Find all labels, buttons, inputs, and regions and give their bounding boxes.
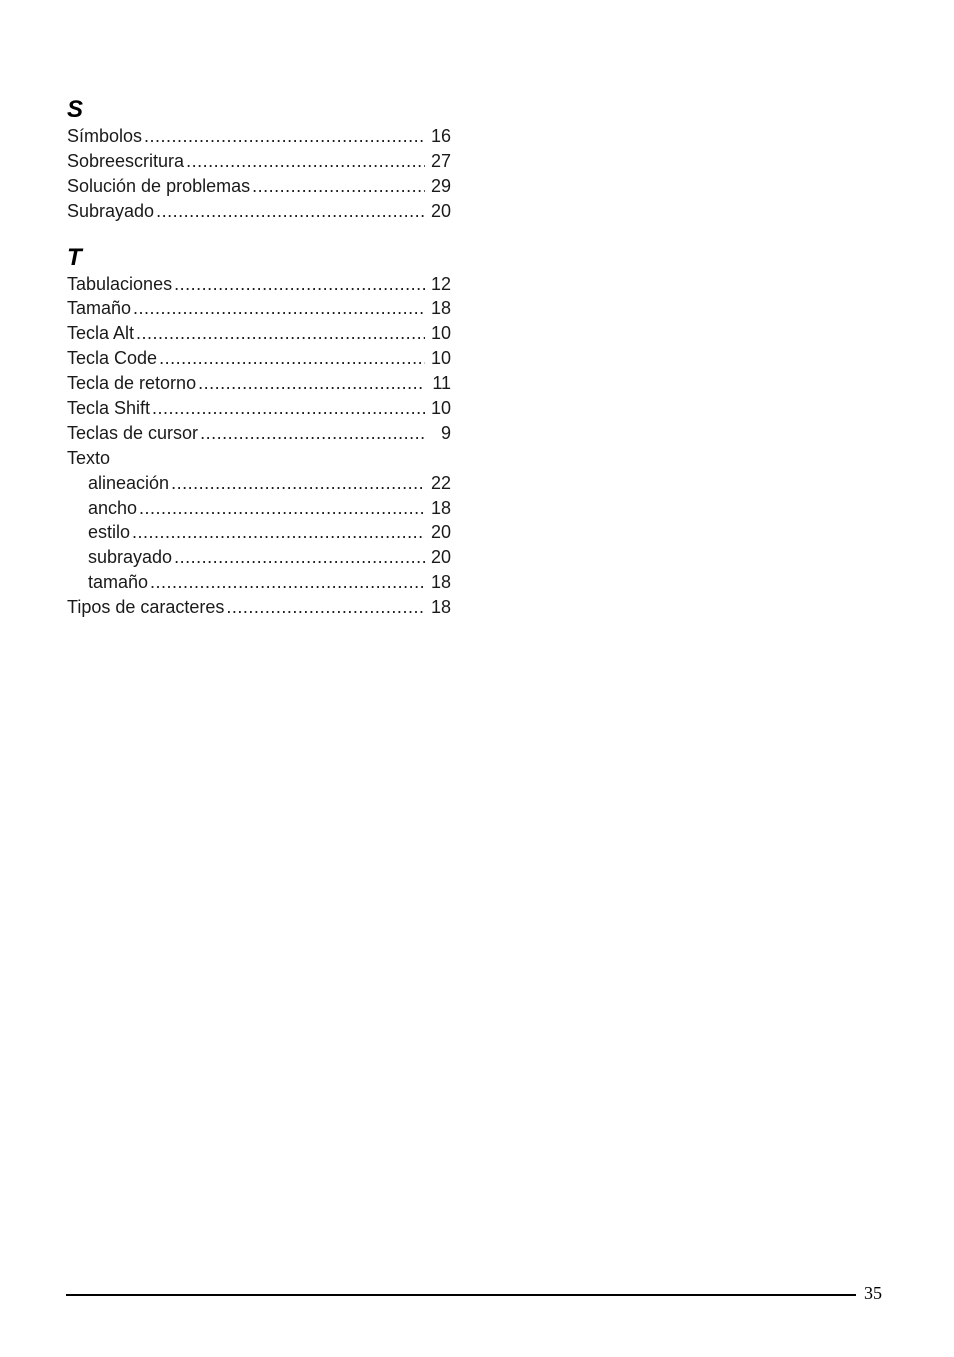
dot-leader (159, 346, 425, 371)
entry-page: 9 (440, 422, 451, 443)
index-entry (67, 174, 451, 199)
section-letter: S (67, 96, 84, 123)
entry-page: 18 (430, 497, 451, 518)
entry-page: 12 (430, 273, 451, 294)
page-number: 35 (864, 1283, 882, 1303)
dot-leader (133, 296, 425, 321)
index-entry (67, 371, 451, 396)
dot-leader (198, 371, 425, 396)
entry-page: 18 (430, 572, 451, 593)
section-letter: T (67, 243, 82, 271)
entry-page: 18 (430, 298, 451, 319)
index-entry (67, 149, 451, 174)
entry-term: ancho (88, 497, 138, 518)
dot-leader (136, 321, 425, 346)
index-entry (67, 199, 451, 224)
dot-leader (150, 570, 425, 595)
entry-page: 10 (430, 323, 451, 344)
index-subentry (67, 496, 451, 521)
entry-page: 29 (430, 175, 451, 196)
index-entry-heading (67, 446, 451, 471)
dot-leader (171, 471, 425, 496)
entry-page: 18 (430, 597, 451, 618)
entry-term: Texto (67, 447, 111, 468)
dot-leader (252, 174, 425, 199)
index-entry (67, 396, 451, 421)
index-entry (67, 595, 451, 620)
entry-page: 20 (430, 200, 451, 221)
dot-leader (174, 272, 425, 297)
dot-leader (174, 545, 425, 570)
index-entry (67, 272, 451, 297)
entry-term: Tamaño (67, 298, 132, 319)
dot-leader (152, 396, 425, 421)
entry-term: Tecla Code (67, 348, 158, 369)
index-entry (67, 346, 451, 371)
entry-page: 27 (430, 150, 451, 171)
entry-term: Tecla de retorno (67, 373, 197, 394)
dot-leader (156, 199, 425, 224)
entry-page: 20 (430, 522, 451, 543)
index-list (67, 96, 451, 620)
index-entry (67, 124, 451, 149)
dot-leader (132, 520, 425, 545)
entry-term: Tecla Shift (67, 398, 151, 419)
entry-term: Símbolos (67, 126, 143, 146)
entry-term: Tipos de caracteres (67, 597, 225, 618)
dot-leader (186, 149, 425, 174)
index-subentry (67, 570, 451, 595)
entry-term: subrayado (88, 547, 173, 568)
entry-page: 22 (430, 472, 451, 493)
index-subentry (67, 471, 451, 496)
dot-leader (226, 595, 425, 620)
index-entry (67, 421, 451, 446)
index-section-t (67, 244, 451, 620)
entry-page: 20 (430, 547, 451, 568)
entry-page: 10 (430, 348, 451, 369)
index-section-s (67, 96, 451, 224)
footer-rule (66, 1294, 856, 1296)
entry-term: alineación (88, 472, 170, 493)
entry-page: 16 (430, 126, 451, 146)
entry-page: 11 (432, 373, 451, 394)
entry-term: Sobreescritura (67, 150, 185, 171)
index-subentry (67, 545, 451, 570)
dot-leader (144, 124, 425, 149)
entry-term: Solución de problemas (67, 175, 251, 196)
entry-term: tamaño (88, 572, 149, 593)
index-entry (67, 296, 451, 321)
dot-leader (139, 496, 425, 521)
entry-term: Tabulaciones (67, 273, 173, 294)
index-subentry (67, 520, 451, 545)
entry-term: Subrayado (67, 200, 155, 221)
entry-term: Teclas de cursor (67, 422, 199, 443)
index-entry (67, 321, 451, 346)
entry-term: estilo (88, 522, 131, 543)
entry-term: Tecla Alt (67, 323, 135, 344)
dot-leader (200, 421, 425, 446)
entry-page: 10 (430, 398, 451, 419)
